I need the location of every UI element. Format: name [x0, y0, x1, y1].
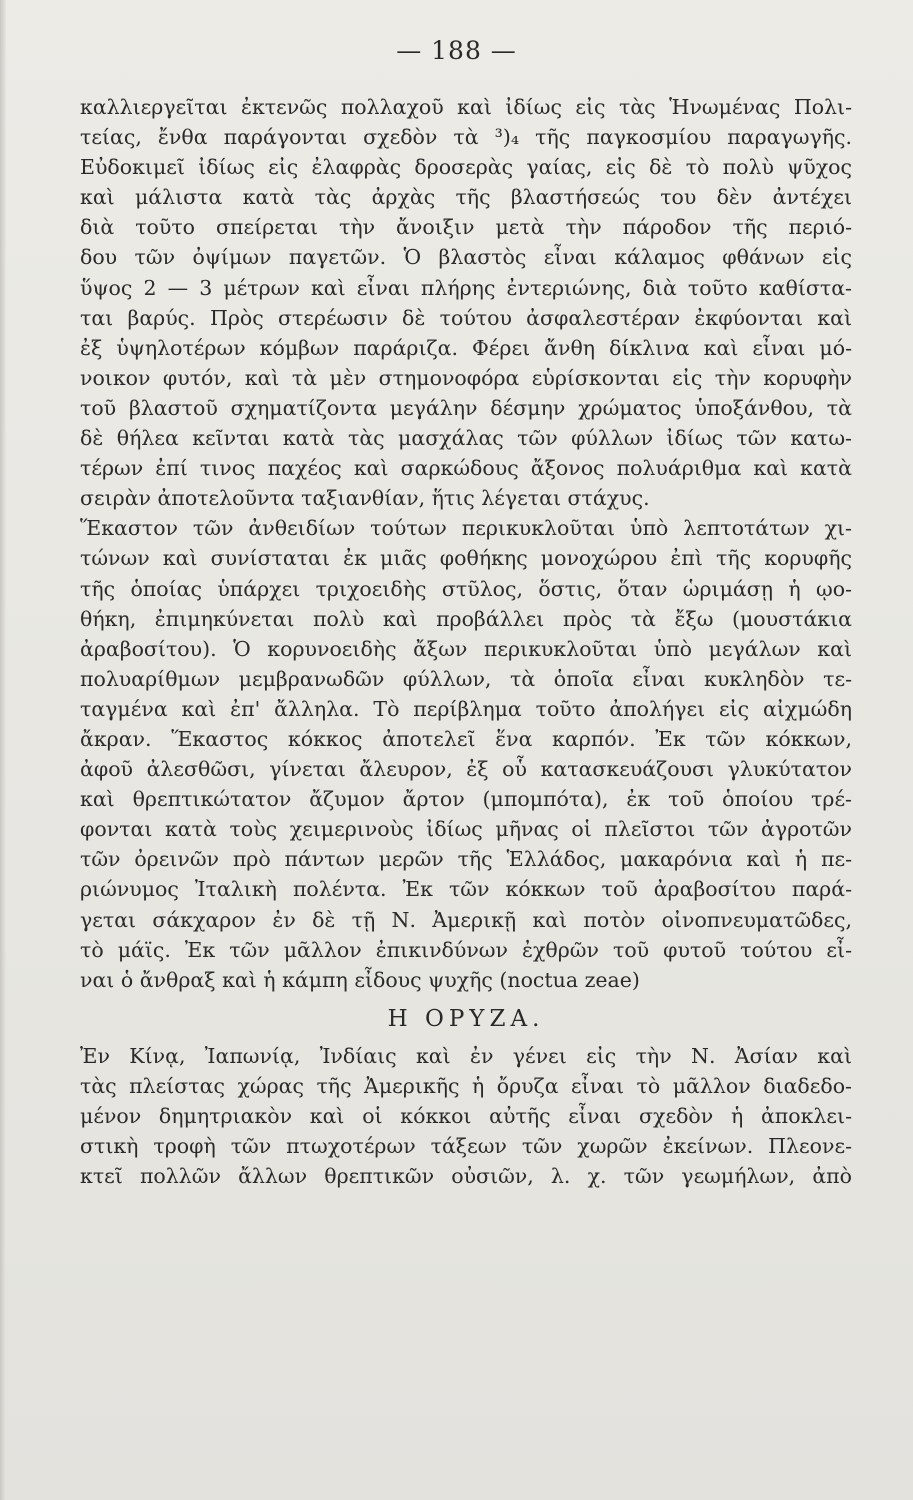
text-line: τείας, ἔνθα παράγονται σχεδὸν τὰ ³)₄ τῆς παγκοσμίου παραγωγῆς.: [80, 125, 852, 150]
text-line: κτεῖ πολλῶν ἄλλων θρεπτικῶν οὐσιῶν, λ. χ. τῶν γεωμήλων, ἀπὸ: [80, 1164, 852, 1189]
text-line: ταγμένα καὶ ἐπ' ἄλληλα. Τὸ περίβλημα τοῦτο ἀπολήγει εἰς αἰχμώδη: [80, 696, 852, 721]
text-line: ναι ὁ ἄνθραξ καὶ ἡ κάμπη εἶδους ψυχῆς (noctua zeae): [80, 967, 640, 992]
text-line: μένον δημητριακὸν καὶ οἱ κόκκοι αὐτῆς εἶναι σχεδὸν ἡ ἀποκλει-: [80, 1104, 852, 1128]
text-line: φονται κατὰ τοὺς χειμερινοὺς ἰδίως μῆνας οἱ πλεῖστοι τῶν ἀγροτῶν: [80, 817, 852, 842]
text-line: διὰ τοῦτο σπείρεται τὴν ἄνοιξιν μετὰ τὴν πάροδον τῆς περιό-: [80, 215, 852, 240]
text-line: στικὴ τροφὴ τῶν πτωχοτέρων τάξεων τῶν χωρῶν ἐκείνων. Πλεονε-: [80, 1134, 852, 1159]
text-line: γεται σάκχαρον ἐν δὲ τῇ Ν. Ἀμερικῇ καὶ ποτὸν οἰνοπνευματῶδες,: [80, 907, 852, 932]
text-line: σειρὰν ἀποτελοῦντα ταξιανθίαν, ἥτις λέγεται στάχυς.: [80, 486, 650, 511]
text-line: δὲ θήλεα κεῖνται κατὰ τὰς μασχάλας τῶν φύλλων ἰδίως τῶν κατω-: [80, 426, 852, 451]
text-line: τῶν ὀρεινῶν πρὸ πάντων μερῶν τῆς Ἑλλάδος, μακαρόνια καὶ ἡ πε-: [80, 847, 852, 872]
text-line: Ἕκαστον τῶν ἀνθειδίων τούτων περικυκλοῦται ὑπὸ λεπτοτάτων χι-: [80, 516, 852, 541]
text-line: Ἐν Κίνᾳ, Ἰαπωνίᾳ, Ἰνδίαις καὶ ἐν γένει εἰς τὴν Ν. Ἀσίαν καὶ: [80, 1043, 852, 1068]
text-line: πολυαρίθμων μεμβρανωδῶν φύλλων, τὰ ὁποῖα εἶναι κυκληδὸν τε-: [80, 666, 852, 691]
text-line: ἄκραν. Ἕκαστος κόκκος ἀποτελεῖ ἕνα καρπόν. Ἐκ τῶν κόκκων,: [80, 726, 852, 751]
text-line: τοῦ βλαστοῦ σχηματίζοντα μεγάλην δέσμην χρώματος ὑποξάνθου, τὰ: [80, 395, 852, 420]
text-line: τῆς ὁποίας ὑπάρχει τριχοειδὴς στῦλος, ὅστις, ὅταν ὡριμάσῃ ἡ ῳο-: [80, 576, 852, 601]
text-line: Εὐδοκιμεῖ ἰδίως εἰς ἐλαφρὰς δροσερὰς γαίας, εἰς δὲ τὸ πολὺ ψῦχος: [80, 155, 852, 180]
text-line: ἐξ ὑψηλοτέρων κόμβων παράριζα. Φέρει ἄνθη δίκλινα καὶ εἶναι μό-: [80, 335, 852, 360]
text-line: θήκη, ἐπιμηκύνεται πολὺ καὶ προβάλλει πρὸς τὰ ἔξω (μουστάκια: [80, 606, 852, 631]
text-line: ἀραβοσίτου). Ὁ κορυνοειδὴς ἄξων περικυκλοῦται ὑπὸ μεγάλων καὶ: [80, 636, 852, 661]
section-heading: Η ΟΡΥΖΑ.: [387, 1005, 545, 1032]
text-line: καὶ μάλιστα κατὰ τὰς ἀρχὰς τῆς βλαστήσεώς του δὲν ἀντέχει: [80, 185, 852, 210]
text-line: καλλιεργεῖται ἐκτενῶς πολλαχοῦ καὶ ἰδίως εἰς τὰς Ἡνωμένας Πολι-: [80, 95, 852, 119]
body-text: [80, 92, 852, 1191]
text-line: νοικον φυτόν, καὶ τὰ μὲν στημονοφόρα εὑρίσκονται εἰς τὴν κορυφὴν: [80, 365, 852, 390]
page-edge: [0, 0, 6, 1500]
text-line: ριώνυμος Ἰταλικὴ πολέντα. Ἐκ τῶν κόκκων τοῦ ἀραβοσίτου παρά-: [80, 877, 852, 902]
text-line: ὕψος 2 — 3 μέτρων καὶ εἶναι πλήρης ἐντεριώνης, διὰ τοῦτο καθίστα-: [80, 275, 852, 300]
text-line: τώνων καὶ συνίσταται ἐκ μιᾶς φοθήκης μονοχώρου ἐπὶ τῆς κορυφῆς: [80, 546, 852, 571]
text-line: δου τῶν ὀψίμων παγετῶν. Ὁ βλαστὸς εἶναι κάλαμος φθάνων εἰς: [80, 245, 852, 270]
text-line: καὶ θρεπτικώτατον ἄζυμον ἄρτον (μπομπότα), ἐκ τοῦ ὁποίου τρέ-: [80, 787, 852, 812]
text-line: τέρων ἐπί τινος παχέος καὶ σαρκώδους ἄξονος πολυάριθμα καὶ κατὰ: [80, 456, 852, 481]
text-line: τὸ μάϊς. Ἐκ τῶν μᾶλλον ἐπικινδύνων ἐχθρῶν τοῦ φυτοῦ τούτου εἶ-: [80, 937, 852, 962]
text-line: τὰς πλείστας χώρας τῆς Ἀμερικῆς ἡ ὄρυζα εἶναι τὸ μᾶλλον διαδεδο-: [80, 1073, 852, 1098]
text-line: ἀφοῦ ἀλεσθῶσι, γίνεται ἄλευρον, ἐξ οὗ κατασκευάζουσι γλυκύτατον: [80, 757, 852, 782]
page-number: — 188 —: [396, 36, 517, 65]
text-line: ται βαρύς. Πρὸς στερέωσιν δὲ τούτου ἀσφαλεστέραν ἐκφύονται καὶ: [80, 305, 852, 330]
